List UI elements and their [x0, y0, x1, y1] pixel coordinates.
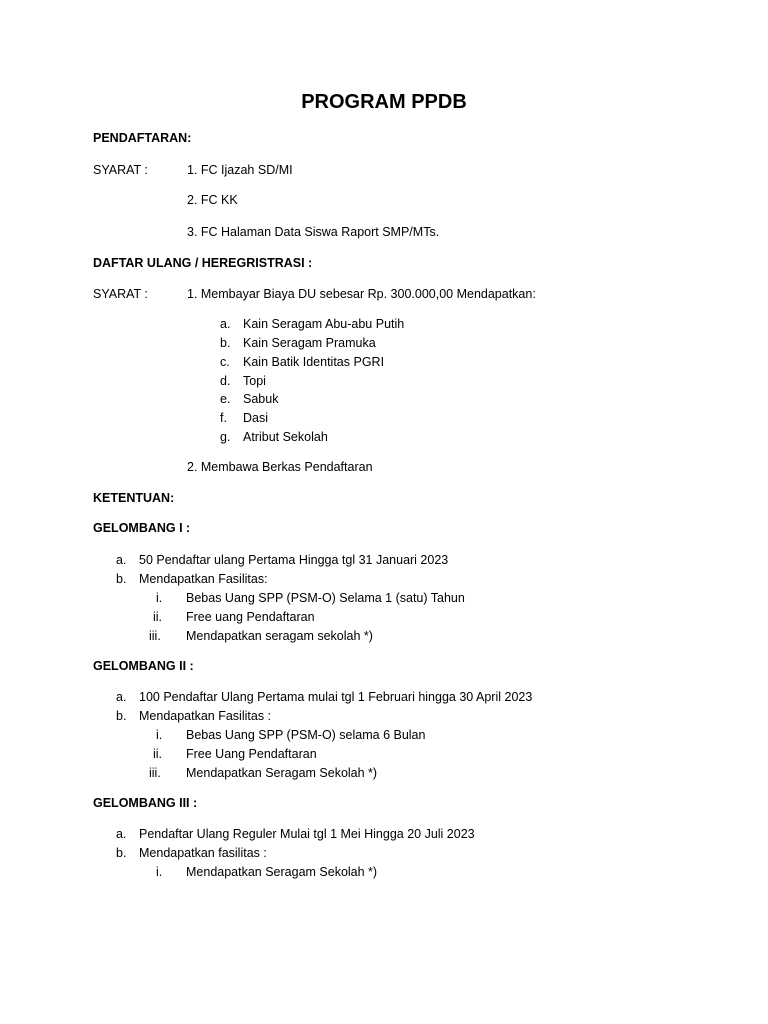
list-marker: i. — [156, 865, 163, 879]
list-marker: i. — [156, 728, 163, 742]
list-marker: b. — [116, 709, 127, 723]
list-item: 1. FC Ijazah SD/MI — [187, 163, 293, 177]
list-marker: ii. — [153, 610, 163, 624]
list-item: Mendapatkan Seragam Sekolah *) — [186, 865, 378, 879]
list-item: 100 Pendaftar Ulang Pertama mulai tgl 1 Februari hingga 30 April 2023 — [139, 690, 533, 704]
list-item: Topi — [243, 374, 266, 388]
list-item: Mendapatkan fasilitas : — [139, 846, 267, 860]
list-item: 3. FC Halaman Data Siswa Raport SMP/MTs. — [187, 225, 440, 239]
list-marker: a. — [116, 690, 127, 704]
list-item: Free Uang Pendaftaran — [186, 747, 317, 761]
list-item: Mendapatkan Fasilitas : — [139, 709, 272, 723]
list-item: Bebas Uang SPP (PSM-O) Selama 1 (satu) Tahun — [186, 591, 465, 605]
list-item: 2. FC KK — [187, 193, 238, 207]
list-marker: g. — [220, 430, 231, 444]
section-heading-pendaftaran: PENDAFTARAN: — [93, 131, 192, 145]
section-heading-ketentuan: KETENTUAN: — [93, 491, 175, 505]
list-marker: a. — [220, 317, 231, 331]
list-marker: ii. — [153, 747, 163, 761]
list-marker: a. — [116, 827, 127, 841]
list-item: Mendapatkan Fasilitas: — [139, 572, 268, 586]
list-item: 50 Pendaftar ulang Pertama Hingga tgl 31 Januari 2023 — [139, 553, 449, 567]
list-marker: b. — [116, 846, 127, 860]
list-marker: b. — [220, 336, 231, 350]
page-title: PROGRAM PPDB — [301, 91, 467, 113]
list-marker: iii. — [149, 629, 161, 643]
list-item: Dasi — [243, 411, 269, 425]
list-item: Pendaftar Ulang Reguler Mulai tgl 1 Mei Hingga 20 Juli 2023 — [139, 827, 475, 841]
list-marker: i. — [156, 591, 163, 605]
list-item: 1. Membayar Biaya DU sebesar Rp. 300.000,00 Mendapatkan: — [187, 287, 536, 301]
list-marker: a. — [116, 553, 127, 567]
list-item: Kain Batik Identitas PGRI — [243, 355, 385, 369]
list-item: Kain Seragam Abu-abu Putih — [243, 317, 405, 331]
gelombang-heading: GELOMBANG II : — [93, 659, 194, 673]
syarat-label: SYARAT : — [93, 287, 148, 301]
list-marker: b. — [116, 572, 127, 586]
list-item: Bebas Uang SPP (PSM-O) selama 6 Bulan — [186, 728, 426, 742]
list-item: Sabuk — [243, 392, 279, 406]
list-marker: d. — [220, 374, 231, 388]
syarat-label: SYARAT : — [93, 163, 148, 177]
list-marker: f. — [220, 411, 227, 425]
list-item: 2. Membawa Berkas Pendaftaran — [187, 460, 373, 474]
list-item: Atribut Sekolah — [243, 430, 328, 444]
gelombang-heading: GELOMBANG I : — [93, 521, 191, 535]
list-marker: e. — [220, 392, 231, 406]
list-item: Free uang Pendaftaran — [186, 610, 315, 624]
section-heading-daftar-ulang: DAFTAR ULANG / HEREGRISTRASI : — [93, 256, 313, 270]
list-item: Kain Seragam Pramuka — [243, 336, 376, 350]
list-item: Mendapatkan seragam sekolah *) — [186, 629, 373, 643]
gelombang-heading: GELOMBANG III : — [93, 796, 198, 810]
list-marker: c. — [220, 355, 230, 369]
list-item: Mendapatkan Seragam Sekolah *) — [186, 766, 378, 780]
list-marker: iii. — [149, 766, 161, 780]
